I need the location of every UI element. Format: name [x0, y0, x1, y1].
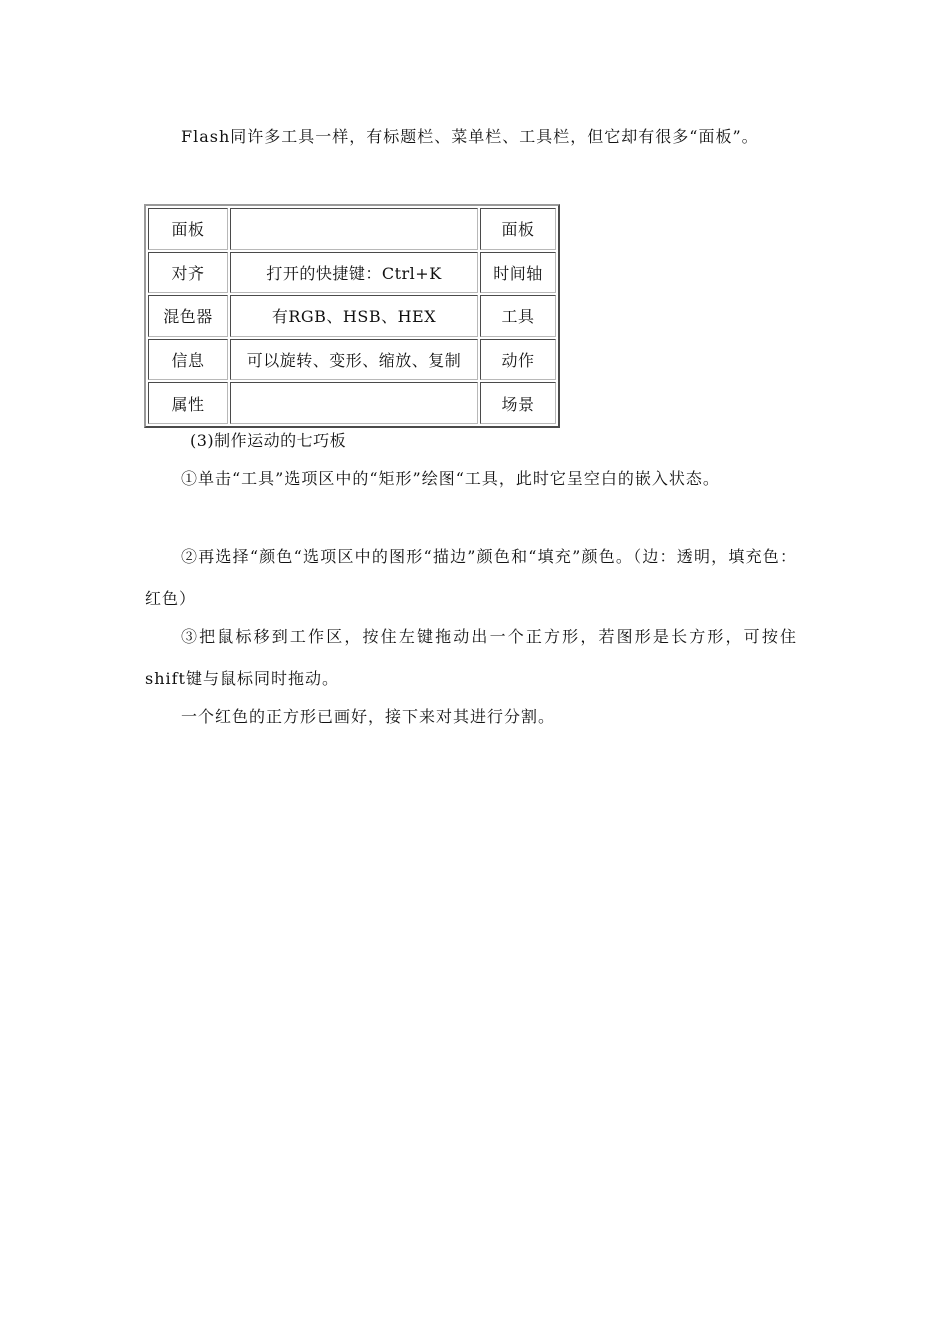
table-cell: 属性 [148, 382, 228, 424]
table-cell [230, 208, 478, 250]
table-cell: 面板 [148, 208, 228, 250]
step-paragraph: ①单击“工具”选项区中的“矩形”绘图“工具，此时它呈空白的嵌入状态。 [181, 469, 720, 488]
intro-paragraph: Flash同许多工具一样，有标题栏、菜单栏、工具栏，但它却有很多“面板”。 [181, 127, 759, 146]
closing-paragraph: 一个红色的正方形已画好，接下来对其进行分割。 [181, 707, 556, 726]
table-row [148, 295, 556, 337]
step-paragraph: ③把鼠标移到工作区，按住左键拖动出一个正方形，若图形是长方形，可按住shift键与鼠标同时拖动。 [145, 627, 797, 688]
section-heading: (3)制作运动的七巧板 [190, 431, 347, 450]
table-row [148, 339, 556, 381]
table-row [148, 208, 556, 250]
table-cell: 打开的快捷键：Ctrl+K [230, 252, 478, 294]
panel-table [144, 204, 560, 428]
table-cell: 有RGB、HSB、HEX [230, 295, 478, 337]
table-cell: 时间轴 [480, 252, 556, 294]
table-cell: 工具 [480, 295, 556, 337]
table-cell: 面板 [480, 208, 556, 250]
table-cell: 信息 [148, 339, 228, 381]
step-paragraph: ②再选择“颜色“选项区中的图形“描边”颜色和“填充”颜色。（边：透明，填充色：红色） [145, 547, 797, 608]
table-row [148, 252, 556, 294]
table-cell [230, 382, 478, 424]
table-cell: 对齐 [148, 252, 228, 294]
table-row [148, 382, 556, 424]
table-cell: 动作 [480, 339, 556, 381]
table-cell: 混色器 [148, 295, 228, 337]
table-cell: 场景 [480, 382, 556, 424]
table-cell: 可以旋转、变形、缩放、复制 [230, 339, 478, 381]
